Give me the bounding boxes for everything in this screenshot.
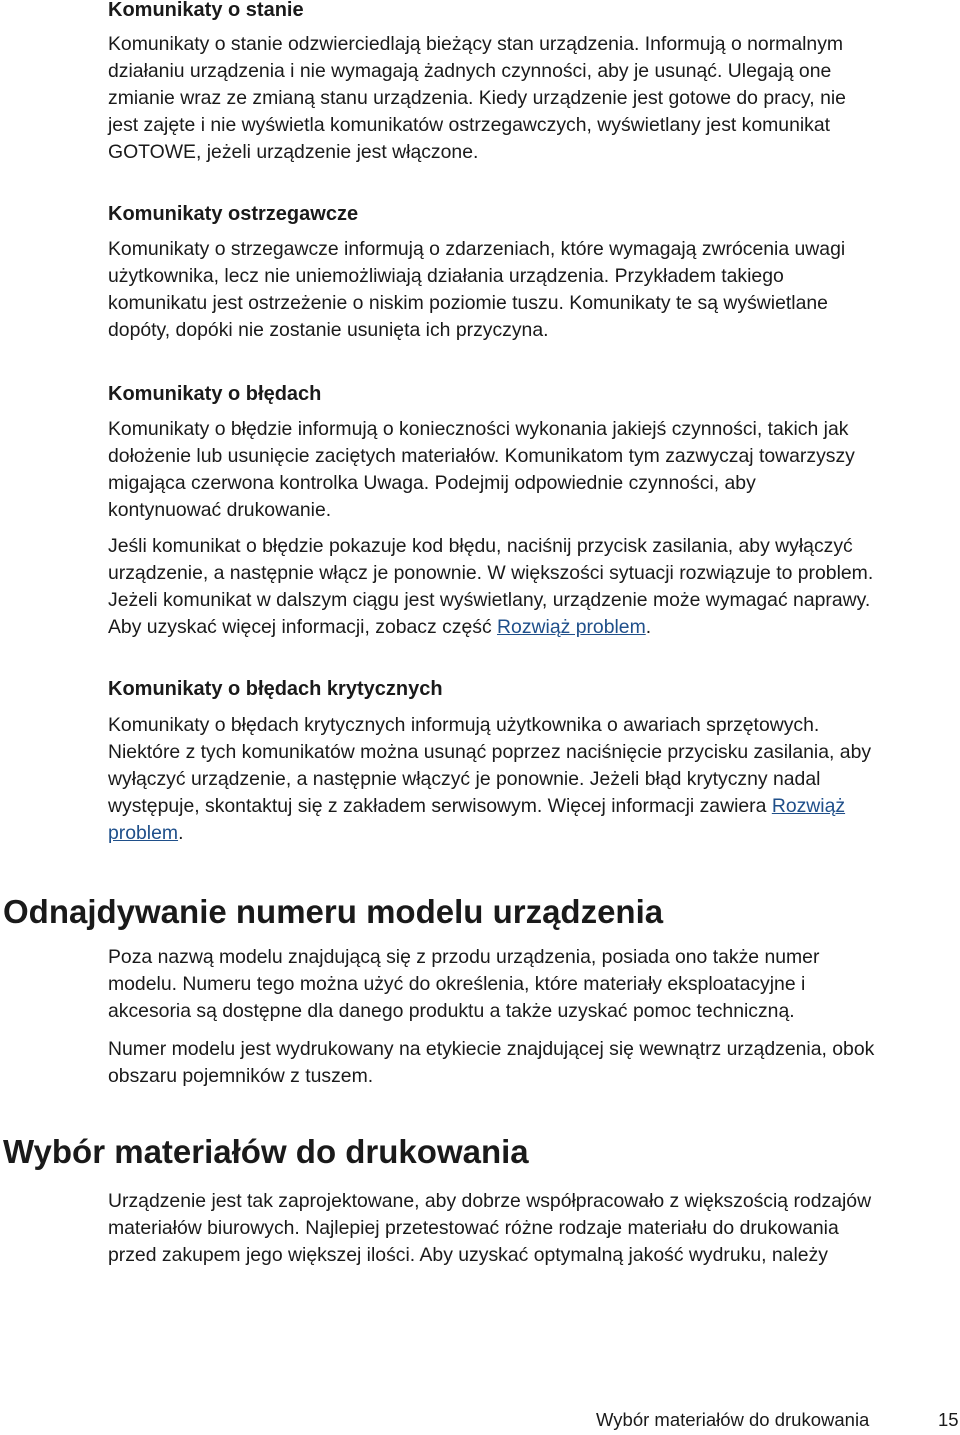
text-line: jest zajęte i nie wyświetla komunikatów ostrzegawczych, wyświetlany jest komunikat: [108, 114, 831, 136]
heading-critical-error-messages: Komunikaty o błędach krytycznych: [108, 678, 443, 700]
heading-error-messages: Komunikaty o błędach: [108, 383, 322, 405]
page-number: 15: [938, 1409, 959, 1430]
text-fragment: .: [645, 616, 652, 638]
text-line: kontynuować drukowanie.: [108, 499, 332, 521]
footer-section-title: Wybór materiałów do drukowania: [596, 1409, 870, 1430]
text-line: działaniu urządzenia i nie wymagają żadnych czynności, aby je usunąć. Ulegają one: [108, 60, 832, 82]
text-line: obszaru pojemników z tuszem.: [108, 1065, 374, 1087]
text-line: przed zakupem jego większej ilości. Aby uzyskać optymalną jakość wydruku, należy: [108, 1244, 828, 1266]
heading-media-selection: Wybór materiałów do drukowania: [3, 1133, 529, 1170]
text-line: Jeżeli komunikat w dalszym ciągu jest wyświetlany, urządzenie może wymagać naprawy.: [108, 589, 871, 611]
text-fragment: Aby uzyskać więcej informacji, zobacz część: [108, 616, 498, 638]
paragraph-status-messages: [108, 31, 846, 166]
text-line: urządzenie, a następnie włącz je ponownie. W większości sytuacji rozwiązuje to problem.: [108, 562, 874, 584]
text-line: akcesoria są dostępne dla danego produktu a także uzyskać pomoc techniczną.: [108, 1000, 795, 1022]
text-line: [108, 793, 871, 820]
paragraph-model-number-2: [108, 1036, 874, 1090]
heading-find-model-number: Odnajdywanie numeru modelu urządzenia: [3, 893, 664, 930]
text-line: modelu. Numeru tego można użyć do określenia, które materiały eksploatacyjne i: [108, 973, 806, 995]
text-line: zmianie wraz ze zmianą stanu urządzenia. Kiedy urządzenie jest gotowe do pracy, nie: [108, 87, 846, 109]
text-line: Numer modelu jest wydrukowany na etykiecie znajdującej się wewnątrz urządzenia, obok: [108, 1038, 875, 1060]
text-line: [108, 820, 871, 847]
text-line: Jeśli komunikat o błędzie pokazuje kod błędu, naciśnij przycisk zasilania, aby wyłączyć: [108, 535, 853, 557]
text-line: użytkownika, lecz nie uniemożliwiają działania urządzenia. Przykładem takiego: [108, 265, 784, 287]
solve-problem-link[interactable]: Rozwiąż problem: [497, 616, 646, 638]
paragraph-warning-messages: [108, 236, 845, 344]
text-fragment: występuje, skontaktuj się z zakładem serwisowym. Więcej informacji zawiera: [108, 795, 772, 817]
text-line: Komunikaty o błędzie informują o konieczności wykonania jakiejś czynności, takich jak: [108, 418, 849, 440]
text-line: komunikatu jest ostrzeżenie o niskim poziomie tuszu. Komunikaty te są wyświetlane: [108, 292, 828, 314]
solve-problem-link-part2[interactable]: problem: [108, 822, 179, 844]
paragraph-error-messages-1: [108, 416, 855, 524]
paragraph-media-selection: [108, 1188, 871, 1269]
text-line: dopóty, dopóki nie zostanie usunięta ich przyczyna.: [108, 319, 549, 341]
text-line: Poza nazwą modelu znajdującą się z przodu urządzenia, posiada ono także numer: [108, 946, 820, 968]
text-line: Komunikaty o strzegawcze informują o zdarzeniach, które wymagają zwrócenia uwagi: [108, 238, 846, 260]
text-line: dołożenie lub usunięcie zaciętych materiałów. Komunikatom tym zazwyczaj towarzyszy: [108, 445, 855, 467]
paragraph-critical-error-messages: [108, 712, 871, 847]
text-line: materiałów biurowych. Najlepiej przetestować różne rodzaje materiału do drukowania: [108, 1217, 839, 1239]
text-fragment: .: [178, 822, 184, 844]
text-line: GOTOWE, jeżeli urządzenie jest włączone.: [108, 141, 479, 163]
solve-problem-link-part1[interactable]: Rozwiąż: [771, 795, 846, 817]
text-line: [108, 614, 873, 641]
text-line: wyłączyć urządzenie, a następnie włączyć je ponownie. Jeżeli błąd krytyczny nadal: [108, 768, 821, 790]
heading-status-messages: Komunikaty o stanie: [108, 0, 304, 21]
text-line: Komunikaty o błędach krytycznych informują użytkownika o awariach sprzętowych.: [108, 714, 820, 736]
text-line: Niektóre z tych komunikatów można usunąć poprzez naciśnięcie przycisku zasilania, aby: [108, 741, 872, 763]
text-line: Urządzenie jest tak zaprojektowane, aby dobrze współpracowało z większością rodzajów: [108, 1190, 872, 1212]
heading-warning-messages: Komunikaty ostrzegawcze: [108, 203, 359, 225]
text-line: Komunikaty o stanie odzwierciedlają bieżący stan urządzenia. Informują o normalnym: [108, 33, 844, 55]
paragraph-model-number-1: [108, 944, 819, 1025]
paragraph-error-messages-2: [108, 533, 873, 641]
text-line: migająca czerwona kontrolka Uwaga. Podejmij odpowiednie czynności, aby: [108, 472, 756, 494]
